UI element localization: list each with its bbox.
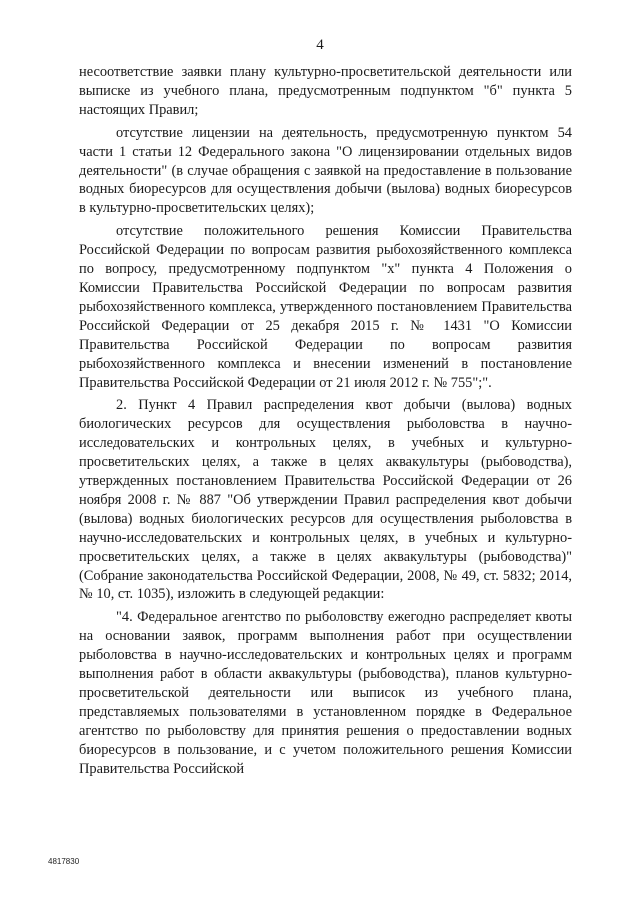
- paragraph-no-license: отсутствие лицензии на деятельность, предусмотренную пунктом 54 части 1 статьи 12 Федерального закона "О лицензировании отдельных видов деятельности" (в случае обращения с заявкой на предоставление в пользование водных биоресурсов для осуществления добычи (вылова) водных биоресурсов в культурно-просветительских целях);: [79, 124, 572, 217]
- paragraph-no-commission-decision: отсутствие положительного решения Комиссии Правительства Российской Федерации по вопросам развития рыбохозяйственного комплекса по вопросу, предусмотренному подпунктом "х" пункта 4 Положения о Комиссии Правительства Российской Федерации по вопросам развития рыбохозяйственного комплекса, утвержденного постановлением Правительства Российской Федерации от 25 декабря 2015 г. № 1431 "О Комиссии Правительства Российской Федерации по вопросам развития рыбохозяйственного комплекса и внесении изменений в постановление Правительства Российской Федерации от 21 июля 2012 г. № 755";".: [79, 223, 572, 391]
- document-body: [79, 63, 572, 783]
- page-number: 4: [316, 37, 324, 53]
- paragraph-point-2: 2. Пункт 4 Правил распределения квот добычи (вылова) водных биологических ресурсов для осуществления рыболовства в научно-исследовательских и контрольных целях, в учебных и культурно-просветительских целях, а также в целях аквакультуры (рыбоводства), утвержденных постановлением Правительства Российской Федерации от 26 ноября 2008 г. № 887 "Об утверждении Правил распределения квот добычи (вылова) водных биологических ресурсов для осуществления рыболовства в научно-исследовательских и контрольных целях, в учебных и культурно-просветительских целях, а также в целях аквакультуры (рыбоводства)" (Собрание законодательства Российской Федерации, 2008, № 49, ст. 5832; 2014, № 10, ст. 1035), изложить в следующей редакции:: [79, 397, 572, 603]
- paragraph-non-compliance: несоответствие заявки плану культурно-просветительской деятельности или выписке из учебного плана, предусмотренным подпунктом "б" пункта 5 настоящих Правил;: [79, 64, 572, 118]
- document-code: 4817830: [48, 857, 80, 866]
- paragraph-new-wording: "4. Федеральное агентство по рыболовству ежегодно распределяет квоты на основании заявок, программ выполнения работ при осуществлении рыболовства в научно-исследовательских и контрольных целях и программ выполнения работ в области аквакультуры (рыбоводства), планов культурно-просветительской деятельности или выписок из учебного плана, представляемых пользователями в установленном порядке в Федеральное агентство по рыболовству для принятия решения о предоставлении водных биоресурсов в пользование, и с учетом положительного решения Комиссии Правительства Российской: [79, 609, 572, 777]
